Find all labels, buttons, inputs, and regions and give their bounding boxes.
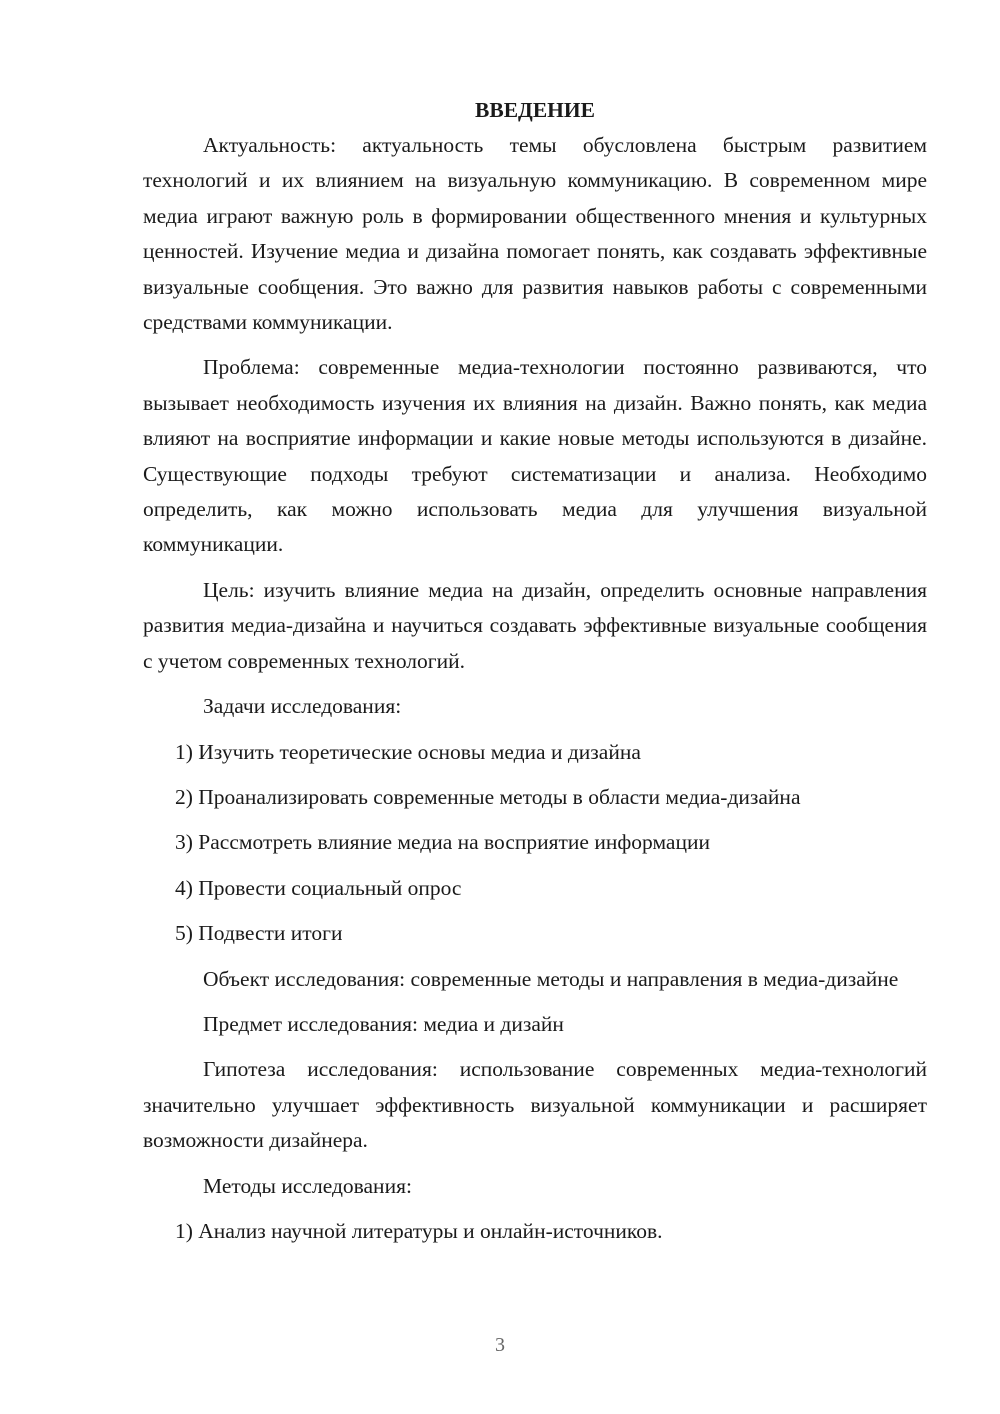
methods-heading: Методы исследования: — [203, 1173, 412, 1198]
list-item: 4) Провести социальный опрос — [175, 875, 462, 900]
tasks-list — [143, 735, 927, 952]
list-item: 1) Изучить теоретические основы медиа и дизайна — [175, 739, 641, 764]
section-title: ВВЕДЕНИЕ — [475, 98, 595, 122]
paragraph-object: Объект исследования: современные методы и направления в медиа-дизайне — [203, 966, 899, 991]
list-item: 2) Проанализировать современные методы в области медиа-дизайна — [175, 784, 801, 809]
paragraph-relevance: Актуальность: актуальность темы обусловлена быстрым развитием технологий и их влиянием на визуальную коммуникацию. В современном мире медиа играют важную роль в формировании общественного мнения и культурных ценностей. Изучение медиа и дизайна помогает понять, как создавать эффективные визуальные сообщения. Это важно для развития навыков работы с современными средствами коммуникации. — [143, 133, 927, 335]
methods-list — [143, 1214, 927, 1249]
paragraph-hypothesis: Гипотеза исследования: использование современных медиа-технологий значительно улучшает эффективность визуальной коммуникации и расширяет возможности дизайнера. — [143, 1057, 927, 1153]
paragraph-problem: Проблема: современные медиа-технологии постоянно развиваются, что вызывает необходимость изучения их влияния на дизайн. Важно понять, как медиа влияют на восприятие информации и какие новые методы используются в дизайне. Существующие подходы требуют систематизации и анализа. Необходимо определить, как можно использовать медиа для улучшения визуальной коммуникации. — [143, 355, 927, 557]
document-page — [143, 92, 927, 1259]
list-item: 1) Анализ научной литературы и онлайн-источников. — [175, 1218, 663, 1243]
paragraph-goal: Цель: изучить влияние медиа на дизайн, определить основные направления развития медиа-дизайна и научиться создавать эффективные визуальные сообщения с учетом современных технологий. — [143, 577, 927, 673]
list-item: 5) Подвести итоги — [175, 921, 343, 946]
tasks-heading: Задачи исследования: — [203, 694, 402, 719]
list-item: 3) Рассмотреть влияние медиа на восприятие информации — [175, 830, 710, 855]
page-number: 3 — [495, 1334, 505, 1356]
paragraph-subject: Предмет исследования: медиа и дизайн — [203, 1011, 564, 1036]
